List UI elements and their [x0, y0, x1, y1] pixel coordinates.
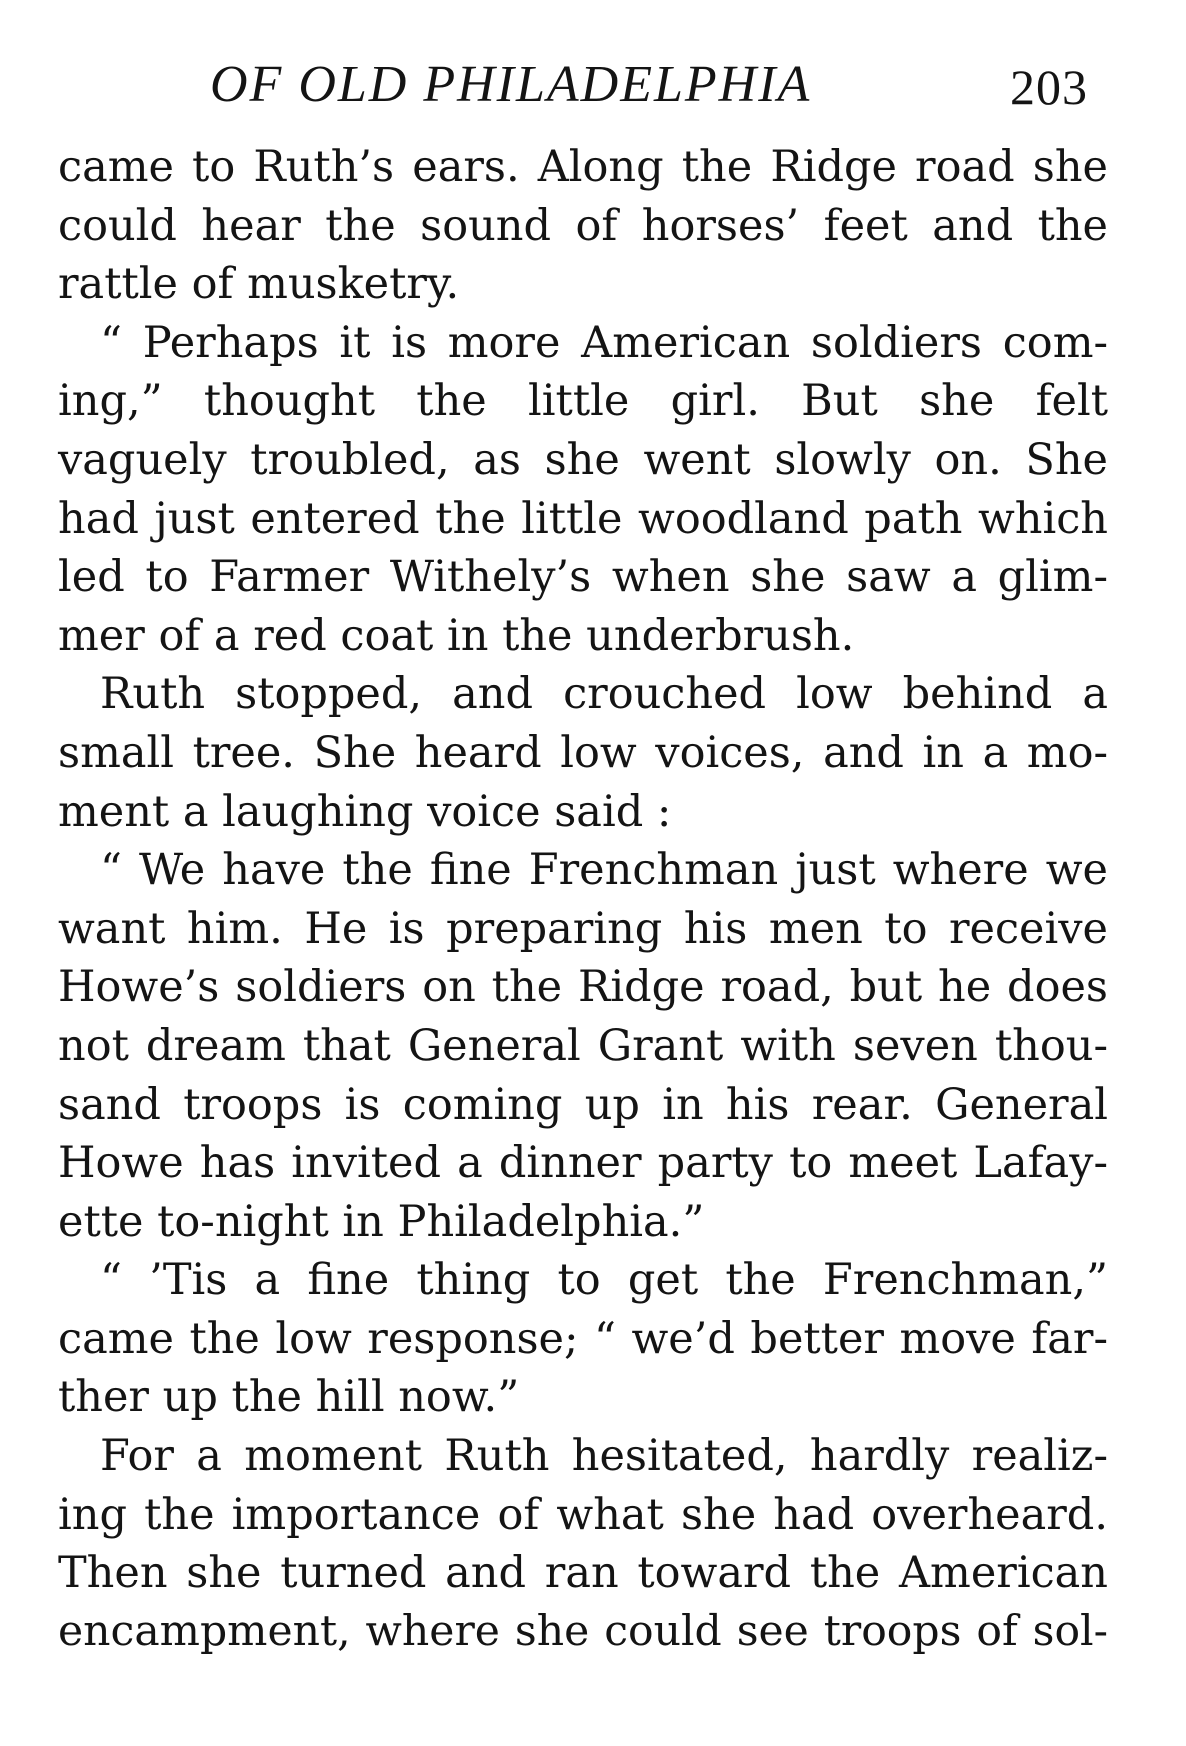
text-line: led to Farmer Withely’s when she saw a glim- — [58, 552, 1108, 603]
running-title: OF OLD PHILADELPHIA — [210, 56, 812, 113]
text-line: Howe’s soldiers on the Ridge road, but he does — [58, 962, 1108, 1013]
body-text — [58, 138, 1108, 1661]
text-line: sand troops is coming up in his rear. General — [58, 1079, 1108, 1130]
text-line: ette to-night in Philadelphia.” — [58, 1196, 705, 1247]
text-line: ing,” thought the little girl. But she felt — [58, 376, 1108, 427]
text-line: “ ’Tis a fine thing to get the Frenchman,” — [100, 1255, 1108, 1306]
text-line: “ We have the fine Frenchman just where we — [100, 845, 1108, 896]
page-number: 203 — [1010, 59, 1088, 115]
text-line: had just entered the little woodland path which — [58, 493, 1108, 544]
text-line: rattle of musketry. — [58, 259, 460, 310]
text-line: vaguely troubled, as she went slowly on. She — [58, 434, 1108, 485]
text-line: mer of a red coat in the underbrush. — [58, 610, 855, 661]
text-line: ment a laughing voice said : — [58, 786, 672, 837]
text-line: could hear the sound of horses’ feet and the — [58, 200, 1108, 251]
text-line: came to Ruth’s ears. Along the Ridge road she — [58, 142, 1108, 192]
text-line: ther up the hill now.” — [58, 1372, 520, 1423]
text-line: want him. He is preparing his men to receive — [58, 903, 1108, 954]
text-line: small tree. She heard low voices, and in a mo- — [58, 727, 1108, 778]
text-line: Howe has invited a dinner party to meet Lafay- — [58, 1138, 1108, 1189]
text-line: “ Perhaps it is more American soldiers com- — [100, 317, 1108, 368]
text-line: ing the importance of what she had overheard. — [58, 1489, 1108, 1540]
text-line: encampment, where she could see troops of sol- — [58, 1606, 1108, 1656]
running-head — [210, 55, 1110, 115]
text-line: not dream that General Grant with seven thou- — [58, 1020, 1108, 1071]
text-line: For a moment Ruth hesitated, hardly realiz- — [100, 1431, 1108, 1482]
text-line: came the low response; “ we’d better move far- — [58, 1313, 1108, 1364]
text-line: Ruth stopped, and crouched low behind a — [100, 669, 1108, 720]
text-line: Then she turned and ran toward the American — [58, 1548, 1108, 1599]
